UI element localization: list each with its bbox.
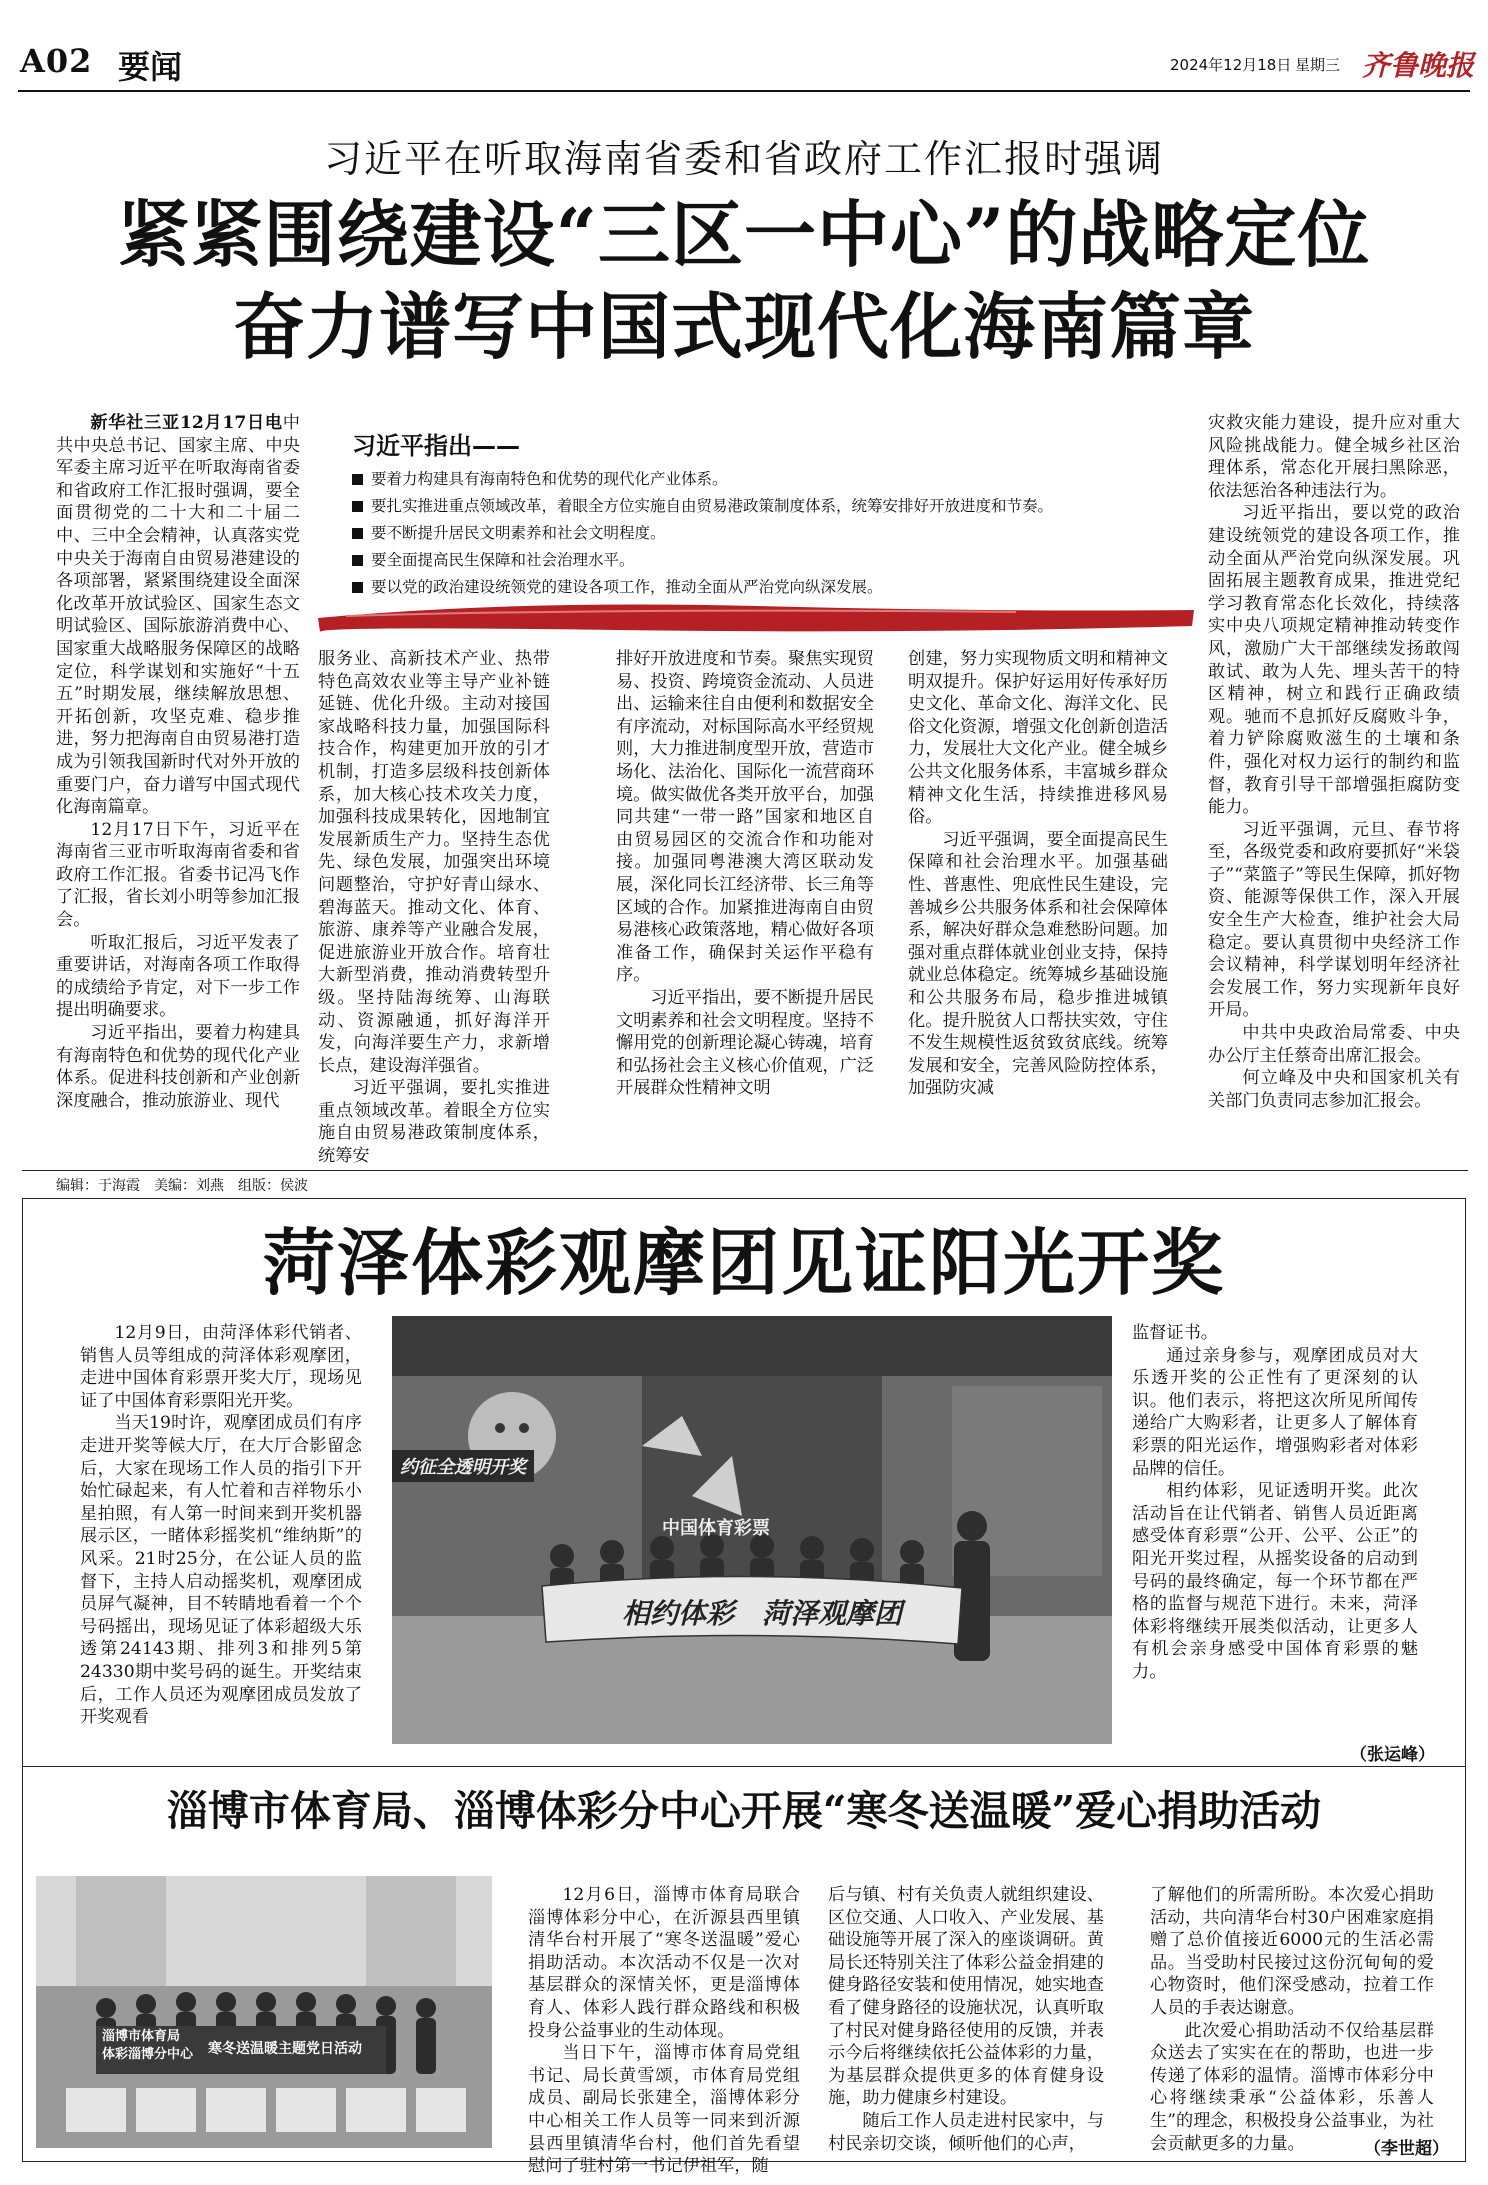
paragraph: 习近平强调，要扎实推进重点领域改革。着眼全方位实施自由贸易港政策制度体系，统筹安 — [318, 1078, 550, 1167]
photo-left-sign: 约征全透明开奖 — [392, 1450, 534, 1482]
heze-headline: 菏泽体彩观摩团见证阳光开奖 — [262, 1220, 1225, 1305]
paragraph: 习近平强调，要全面提高民生保障和社会治理水平。加强基础性、普惠性、兜底性民生建设，完善城乡公共服务体系和社会保障体系，解决好群众急难愁盼问题。加强对重点群体就业创业支持，保持就业总体稳定。统筹城乡基础设施和公共服务布局，稳步推进城镇化。提升脱贫人口帮扶实效，守住不发生规模性返贫致贫底线。统筹发展和安全，完善风险防控体系，加强防灾减 — [908, 829, 1168, 1099]
highlight-box — [316, 418, 1196, 640]
zibo-col-1 — [528, 1884, 800, 2177]
bullet-square-icon — [352, 582, 363, 593]
zibo-col-2 — [828, 1884, 1104, 2162]
paragraph: 习近平指出，要着力构建具有海南特色和优势的现代化产业体系。促进科技创新和产业创新深度融合，推动旅游业、现代 — [56, 1023, 300, 1111]
paragraph: 12月6日，淄博市体育局联合淄博体彩分中心，在沂源县西里镇清华台村开展了“寒冬送温暖”爱心捐助活动。本次活动不仅是一次对基层群众的深情关怀，更是淄博体育人、体彩人践行群众路线和积极投身公益事业的生动体现。 — [528, 1885, 800, 2041]
heze-byline: （张运峰） — [1350, 1745, 1435, 1765]
issue-date: 2024年12月18日 — [1170, 56, 1292, 74]
paragraph: 灾救灾能力建设，提升应对重大风险挑战能力。健全城乡社区治理体系，常态化开展扫黑除恶，依法惩治各种违法行为。 — [1208, 413, 1460, 501]
paragraph: 当天19时许，观摩团成员们有序走进开奖等候大厅，在大厅合影留念后，大家在现场工作人员的指引下开始忙碌起来，有人忙着和吉祥物乐小星拍照，有人第一时间来到开奖机器展示区，一睹体彩摇奖机“维纳斯”的风采。21时25分，在公证人员的监督下，主持人启动摇奖机，观摩团成员屏气凝神，目不转睛地看着一个个号码摇出，现场见证了体彩超级大乐透第24143期、排列3和排列5第24330期中奖号码的诞生。开奖结束后，工作人员还为观摩团成员发放了开奖观看 — [80, 1413, 362, 1728]
paragraph: 习近平指出，要不断提升居民文明素养和社会文明程度。坚持不懈用党的创新理论凝心铸魂，培育和弘扬社会主义核心价值观，广泛开展群众性精神文明 — [616, 987, 874, 1099]
highlight-title: 习近平指出—— — [352, 432, 520, 460]
photo-banner-event: 寒冬送温暖主题党日活动 — [208, 2041, 362, 2057]
paragraph: 排好开放进度和节奏。聚焦实现贸易、投资、跨境资金流动、人员进出、运输来往自由便利和数据安全有序流动，对标国际高水平经贸规则，大力推进制度型开放，营造市场化、法治化、国际化一流营商环境。做实做优各类开放平台，加强同共建“一带一路”国家和地区自由贸易园区的交流合作和功能对接。加强同粤港澳大湾区联动发展，深化同长江经济带、长三角等区域的合作。加紧推进海南自由贸易港核心政策落地，精心做好各项准备工作，确保封关运作平稳有序。 — [616, 649, 874, 986]
heze-divider — [22, 1766, 1466, 1767]
highlight-item: 要全面提高民生保障和社会治理水平。 — [352, 547, 1192, 574]
bullet-square-icon — [352, 555, 363, 566]
paper-logo: 齐鲁晚报 — [1362, 49, 1475, 82]
paragraph: 中共中央总书记、国家主席、中央军委主席习近平在听取海南省委和省政府工作汇报时强调，要全面贯彻党的二十大和二十届二中、三中全会精神，认真落实党中央关于海南自由贸易港建设的各项部署，紧紧围绕建设全面深化改革开放试验区、国家生态文明试验区、国际旅游消费中心、国家重大战略服务保障区的战略定位，科学谋划和实施好“十五五”时期发展，继续解放思想、开拓创新，攻坚克难、稳步推进，努力把海南自由贸易港打造成为引领我国新时代对外开放的重要门户，奋力谱写中国式现代化海南篇章。 — [56, 413, 300, 818]
heze-col-right — [1132, 1322, 1418, 1742]
heze-group-photo — [392, 1316, 1112, 1744]
paragraph: 监督证书。 — [1132, 1323, 1218, 1343]
paragraph: 了解他们的所需所盼。本次爱心捐助活动，共向清华台村30户困难家庭捐赠了总价值接近6000元的生活必需品。当受助村民接过这份沉甸甸的爱心物资时，他们深受感动，拉着工作人员的手表达谢意。 — [1150, 1885, 1434, 2018]
highlight-list — [352, 466, 1192, 601]
masthead — [0, 0, 1488, 90]
paragraph: 听取汇报后，习近平发表了重要讲话，对海南各项工作取得的成绩给予肯定，对下一步工作提出明确要求。 — [56, 932, 300, 1021]
credits-rule — [22, 1170, 1468, 1171]
paragraph: 习近平指出，要以党的政治建设统领党的建设各项工作，推动全面从严治党向纵深发展。巩固拓展主题教育成果，推进党纪学习教育常态化长效化，持续落实中央八项规定精神推动转变作风，激励广大干部继续发扬敢闯敢试、敢为人先、埋头苦干的特区精神，树立和践行正确政绩观。驰而不息抓好反腐败斗争，着力铲除腐败滋生的土壤和条件，强化对权力运行的制约和监督，教育引导干部增强拒腐防变能力。 — [1208, 503, 1460, 818]
dateline: 新华社三亚12月17日电 — [90, 413, 283, 433]
highlight-item: 要以党的政治建设统领党的建设各项工作，推动全面从严治党向纵深发展。 — [352, 574, 1192, 601]
paragraph: 通过亲身参与，观摩团成员对大乐透开奖的公正性有了更深刻的认识。他们表示，将把这次所见所闻传递给广大购彩者，让更多人了解体育彩票的阳光运作，增强购彩者对体彩品牌的信任。 — [1132, 1345, 1418, 1479]
bullet-square-icon — [352, 501, 363, 512]
paragraph: 相约体彩，见证透明开奖。此次活动旨在让代销者、销售人员近距离感受体育彩票“公开、公平、公正”的阳光开奖过程，从摇奖设备的启动到号码的最终确定，每一个环节都在严格的监督与规范下进行。未来，菏泽体彩将继续开展类似活动，让更多人有机会亲身感受中国体育彩票的魅力。 — [1132, 1481, 1418, 1682]
paragraph: 习近平强调，元旦、春节将至，各级党委和政府要抓好“米袋子”“菜篮子”等民生保障，抓好物资、能源等保供工作，深入开展安全生产大检查，维护社会大局稳定。要认真贯彻中央经济工作会议精神，科学谋划明年经济社会发展工作，努力实现新年良好开局。 — [1208, 819, 1460, 1021]
zibo-group-photo — [36, 1876, 492, 2148]
paragraph: 随后工作人员走进村民家中，与村民亲切交谈，倾听他们的心声， — [828, 2110, 1104, 2154]
photo-wall-sign: 中国体育彩票 — [662, 1518, 770, 1539]
highlight-item: 要扎实推进重点领域改革，着眼全方位实施自由贸易港政策制度体系，统筹安排好开放进度和节奏。 — [352, 493, 1192, 520]
paragraph: 此次爱心捐助活动不仅给基层群众送去了实实在在的帮助，也进一步传递了体彩的温情。淄博市体彩分中心将继续秉承“公益体彩，乐善人生”的理念，积极投身公益事业，为社会贡献更多的力量。 — [1150, 2020, 1434, 2154]
highlight-item: 要着力构建具有海南特色和优势的现代化产业体系。 — [352, 466, 1192, 493]
heze-col-left — [80, 1322, 362, 1762]
paragraph: 12月9日，由菏泽体彩代销者、销售人员等组成的菏泽体彩观摩团，走进中国体育彩票开奖大厅，现场见证了中国体育彩票阳光开奖。 — [80, 1323, 362, 1411]
highlight-item: 要不断提升居民文明素养和社会文明程度。 — [352, 520, 1192, 547]
paragraph: 创建，努力实现物质文明和精神文明双提升。保护好运用好传承好历史文化、革命文化、海洋文化、民俗文化资源，增强文化创新创造活力，发展壮大文化产业。健全城乡公共文化服务体系，丰富城乡群众精神文化生活，持续推进移风易俗。 — [908, 649, 1168, 828]
paragraph: 中共中央政治局常委、中央办公厅主任蔡奇出席汇报会。 — [1208, 1023, 1460, 1066]
page-code: A02 — [20, 42, 93, 80]
photo-banner-org: 淄博市体育局 体彩淄博分中心 — [102, 2029, 194, 2062]
paragraph: 12月17日下午，习近平在海南省三亚市听取海南省委和省政府工作汇报。省委书记冯飞作了汇报，省长刘小明等参加汇报会。 — [56, 819, 300, 931]
issue-weekday: 星期三 — [1295, 56, 1341, 74]
bullet-square-icon — [352, 528, 363, 539]
photo-scene — [36, 1876, 492, 2148]
lead-headline-2: 奋力谱写中国式现代化海南篇章 — [232, 284, 1255, 369]
paragraph: 后与镇、村有关负责人就组织建设、区位交通、人口收入、产业发展、基础设施等开展了深入的座谈调研。黄局长还特别关注了体彩公益金捐建的健身路径安装和使用情况，她实地查看了健身路径的设施状况，认真听取了村民对健身路径使用的反馈，并表示今后将继续依托公益体彩的力量，为基层群众提供更多的体育健身设施，助力健康乡村建设。 — [828, 1885, 1104, 2109]
section-name: 要闻 — [118, 48, 183, 86]
paragraph: 服务业、高新技术产业、热带特色高效农业等主导产业补链延链、优化升级。主动对接国家战略科技力量，加强国际科技合作，构建更加开放的引才机制，打造多层级科技创新体系，加大核心技术攻关力度，加强科技成果转化，因地制宜发展新质生产力。坚持生态优先、绿色发展，加强突出环境问题整治，守护好青山绿水、碧海蓝天。推动文化、体育、旅游、康养等产业融合发展，促进旅游业开放合作。培育壮大新型消费，推动消费转型升级。坚持陆海统筹、山海联动、资源融通，抓好海洋开发，向海洋要生产力，求新增长点，建设海洋强省。 — [318, 649, 550, 1076]
masthead-rule — [18, 90, 1470, 92]
zibo-headline: 淄博市体育局、淄博体彩分中心开展“寒冬送温暖”爱心捐助活动 — [166, 1787, 1322, 1835]
zibo-byline: （李世超） — [1364, 2139, 1449, 2159]
red-brush-stroke — [316, 596, 1196, 636]
editor-credits: 编辑：于海霞 美编：刘燕 组版：侯波 — [56, 1178, 308, 1194]
paragraph: 何立峰及中央和国家机关有关部门负责同志参加汇报会。 — [1208, 1068, 1460, 1111]
bullet-square-icon — [352, 474, 363, 485]
photo-banner-text: 相约体彩 菏泽观摩团 — [621, 1597, 902, 1630]
lead-kicker: 习近平在听取海南省委和省政府工作汇报时强调 — [323, 137, 1164, 181]
paragraph: 当日下午，淄博市体育局党组书记、局长黄雪颂，市体育局党组成员、副局长张建全，淄博体彩分中心相关工作人员等一同来到沂源县西里镇清华台村，他们首先看望慰问了驻村第一书记伊祖军，随 — [528, 2043, 800, 2177]
lead-headline-1: 紧紧围绕建设“三区一中心”的战略定位 — [117, 192, 1371, 277]
